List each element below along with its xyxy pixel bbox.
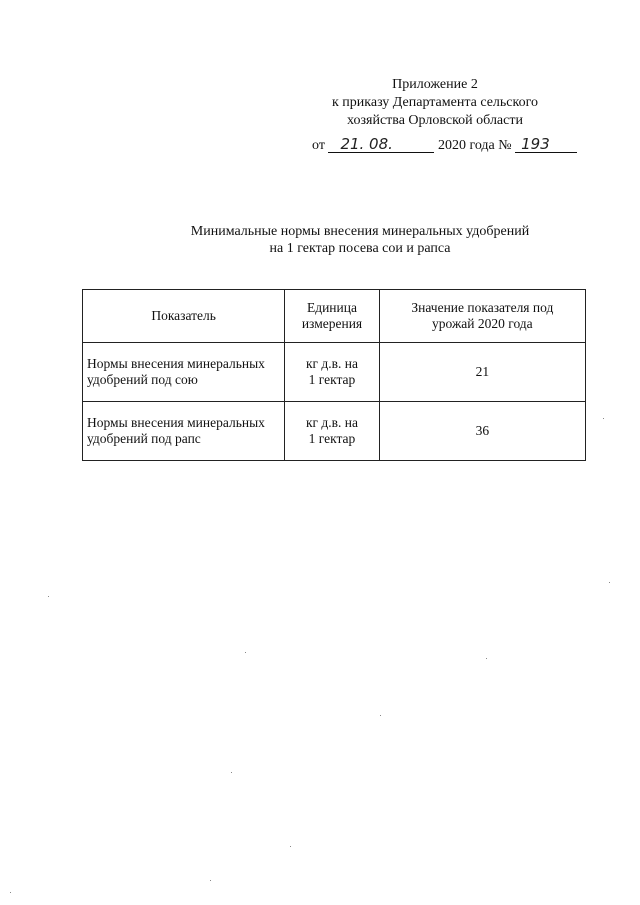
scan-speck bbox=[210, 880, 211, 881]
scan-speck bbox=[609, 582, 610, 583]
order-reference-line2: хозяйства Орловской области bbox=[347, 113, 523, 128]
table-row bbox=[83, 343, 586, 402]
header-indicator-text: Показатель bbox=[151, 308, 216, 323]
row-unit bbox=[285, 343, 379, 402]
table-header-row bbox=[83, 290, 586, 343]
from-label: от bbox=[312, 138, 325, 153]
row-value: 36 bbox=[379, 402, 585, 461]
header-value-line1: Значение показателя под bbox=[411, 300, 554, 315]
document-title bbox=[100, 223, 620, 257]
header-value bbox=[379, 290, 585, 343]
scan-speck bbox=[48, 596, 49, 597]
scan-speck bbox=[245, 652, 246, 653]
fertilizer-norms-table bbox=[82, 289, 586, 461]
scan-speck bbox=[486, 658, 487, 659]
header-unit-line1: Единица bbox=[306, 300, 357, 315]
header-indicator bbox=[83, 290, 285, 343]
appendix-header bbox=[300, 76, 570, 130]
row-unit-line1: кг д.в. на bbox=[305, 356, 359, 371]
scan-speck bbox=[603, 418, 604, 419]
title-line1: Минимальные нормы внесения минеральных удобрений bbox=[190, 224, 530, 239]
scan-speck bbox=[10, 892, 11, 893]
order-reference-line1: к приказу Департамента сельского bbox=[331, 95, 539, 110]
year-text: 2020 года № bbox=[437, 138, 512, 153]
order-date-line bbox=[312, 136, 584, 155]
row-unit-line2: 1 гектар bbox=[308, 431, 356, 446]
row-unit bbox=[285, 402, 379, 461]
row-indicator: Нормы внесения минеральных удобрений под сою bbox=[83, 343, 285, 402]
header-unit-line2: измерения bbox=[301, 316, 363, 331]
row-indicator: Нормы внесения минеральных удобрений под рапс bbox=[83, 402, 285, 461]
scan-speck bbox=[380, 715, 381, 716]
scan-speck bbox=[231, 772, 232, 773]
row-unit-line2: 1 гектар bbox=[308, 372, 356, 387]
row-unit-line1: кг д.в. на bbox=[305, 415, 359, 430]
handwritten-date: 21. 08. bbox=[328, 136, 434, 153]
handwritten-order-number: 193 bbox=[515, 136, 577, 153]
header-unit bbox=[285, 290, 379, 343]
row-value: 21 bbox=[379, 343, 585, 402]
appendix-number: Приложение 2 bbox=[392, 77, 478, 92]
header-value-line2: урожай 2020 года bbox=[432, 316, 533, 331]
scan-speck bbox=[290, 846, 291, 847]
title-line2: на 1 гектар посева сои и рапса bbox=[269, 241, 451, 256]
table-row bbox=[83, 402, 586, 461]
